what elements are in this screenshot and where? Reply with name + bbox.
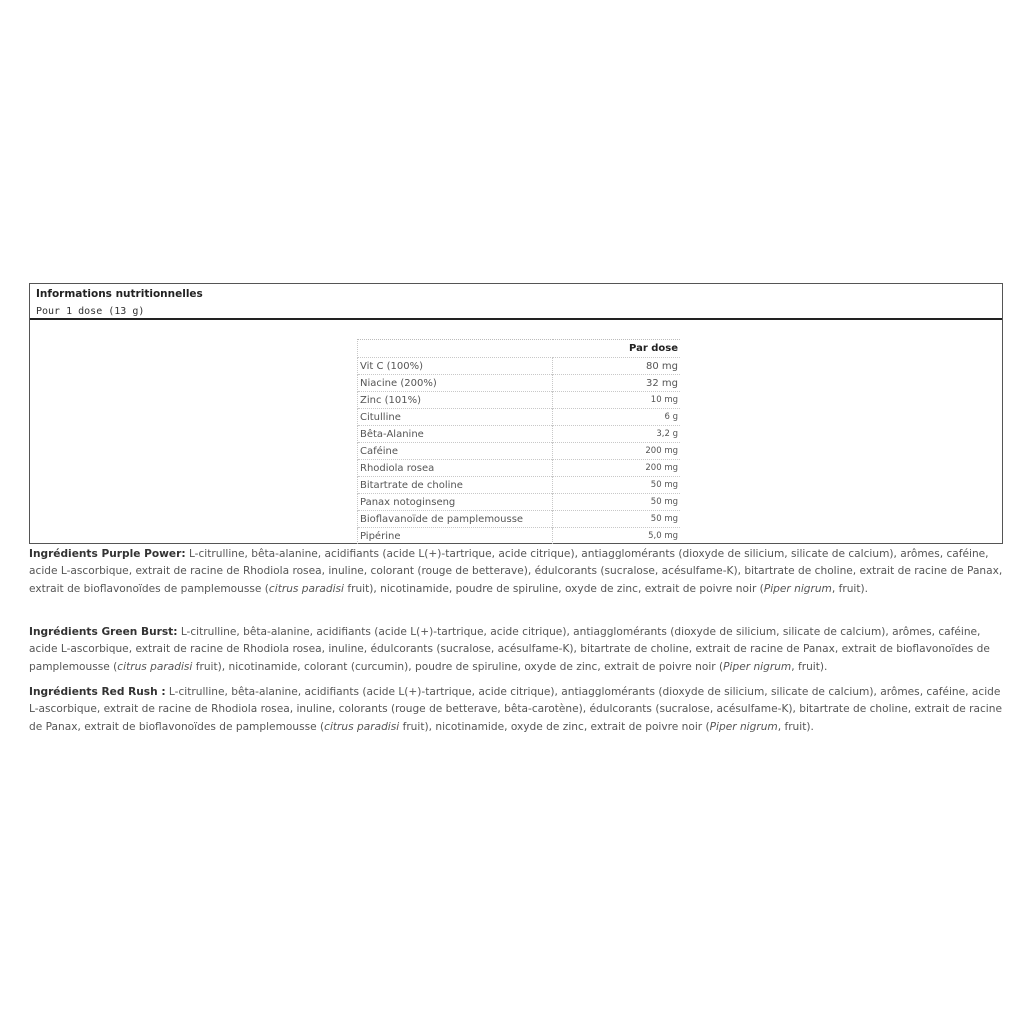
table-row <box>358 460 681 477</box>
nutrient-value: 50 mg <box>553 494 681 511</box>
nutrient-value: 10 mg <box>553 392 681 409</box>
ingredients-italic: citrus paradisi <box>324 720 400 733</box>
ingredients-label: Ingrédients Red Rush : <box>29 686 166 698</box>
nutrient-value: 32 mg <box>553 375 681 392</box>
ingredients-red-rush <box>29 684 1005 736</box>
nutrition-table <box>357 339 680 544</box>
table-row <box>358 392 681 409</box>
nutrient-name: Bioflavanoïde de pamplemousse <box>358 511 553 528</box>
nutrient-value: 200 mg <box>553 443 681 460</box>
ingredients-text: fruit), nicotinamide, colorant (curcumin), poudre de spiruline, oxyde de zinc, extrait de poivre noir ( <box>192 660 724 673</box>
ingredients-purple-power <box>29 546 1005 598</box>
nutrient-name: Bitartrate de choline <box>358 477 553 494</box>
ingredients-green-burst <box>29 624 1005 676</box>
table-header-row <box>358 340 681 358</box>
ingredients-text: fruit), nicotinamide, oxyde de zinc, extrait de poivre noir ( <box>399 720 710 733</box>
ingredients-label: Ingrédients Purple Power: <box>29 548 186 560</box>
nutrient-name: Citulline <box>358 409 553 426</box>
table-row <box>358 409 681 426</box>
nutrient-value: 50 mg <box>553 477 681 494</box>
table-row <box>358 426 681 443</box>
ingredients-text: L-citrulline, bêta-alanine, acidifiants (acide L(+)-tartrique, acide citrique), antiagglomérants (dioxyde de silicium, silicate de calcium), arômes, caféine, acide L-ascorbique, extrait de racine de Rhodiola rosea, inuline, édulcorants (sucralose, acésulfame-K), bitartrate de choline, extrait de racine de Panax, extrait de bioflavonoïdes de pamplemousse ( <box>29 626 990 673</box>
nutrient-value: 80 mg <box>553 358 681 375</box>
ingredients-label: Ingrédients Green Burst: <box>29 626 178 638</box>
table-row <box>358 375 681 392</box>
table-row <box>358 358 681 375</box>
table-row <box>358 477 681 494</box>
ingredients-italic: Piper nigrum <box>709 720 778 733</box>
table-row <box>358 494 681 511</box>
nutrient-name: Vit C (100%) <box>358 358 553 375</box>
ingredients-text: , fruit). <box>777 720 814 733</box>
ingredients-italic: Piper nigrum <box>763 582 832 595</box>
nutrient-column-header <box>358 340 553 358</box>
nutrient-name: Pipérine <box>358 528 553 545</box>
nutrient-name: Rhodiola rosea <box>358 460 553 477</box>
ingredients-text: L-citrulline, bêta-alanine, acidifiants (acide L(+)-tartrique, acide citrique), antiagglomérants (dioxyde de silicium, silicate de calcium), arômes, caféine, acide L-ascorbique, extrait de racine de Rhodiola rosea, inuline, colorants (rouge de betterave, bêta-carotène), édulcorants (sucralose, acésulfame-K), bitartrate de choline, extrait de racine de Panax, extrait de bioflavonoïdes de pamplemousse ( <box>29 686 1002 733</box>
nutrition-title: Informations nutritionnelles <box>36 288 203 300</box>
nutrient-value: 50 mg <box>553 511 681 528</box>
ingredients-italic: citrus paradisi <box>117 660 193 673</box>
nutrient-name: Caféine <box>358 443 553 460</box>
ingredients-italic: citrus paradisi <box>268 582 344 595</box>
ingredients-text: , fruit). <box>791 660 828 673</box>
ingredients-text: , fruit). <box>831 582 869 595</box>
ingredients-text: L-citrulline, bêta-alanine, acidifiants (acide L(+)-tartrique, acide citrique), antiagglomérants (dioxyde de silicium, silicate de calcium), arômes, caféine, acide L-ascorbique, extrait de racine de Rhodiola rosea, inuline, colorant (rouge de betterave), édulcorants (sucralose, acésulfame-K), bitartrate de choline, extrait de racine de Panax, extrait de bioflavonoïdes de pamplemousse ( <box>29 548 1003 595</box>
nutrition-header <box>30 284 1002 320</box>
nutrient-name: Zinc (101%) <box>358 392 553 409</box>
ingredients-italic: Piper nigrum <box>723 660 792 673</box>
table-row <box>358 528 681 545</box>
per-dose-column-header: Par dose <box>553 340 681 358</box>
serving-size: Pour 1 dose (13 g) <box>36 306 145 317</box>
nutrient-value: 3,2 g <box>553 426 681 443</box>
nutrient-value: 5,0 mg <box>553 528 681 545</box>
nutrition-panel <box>29 283 1003 544</box>
nutrient-value: 6 g <box>553 409 681 426</box>
nutrient-name: Panax notoginseng <box>358 494 553 511</box>
nutrient-name: Bêta-Alanine <box>358 426 553 443</box>
nutrient-value: 200 mg <box>553 460 681 477</box>
ingredients-text: fruit), nicotinamide, poudre de spiruline, oxyde de zinc, extrait de poivre noir ( <box>344 582 764 595</box>
nutrient-name: Niacine (200%) <box>358 375 553 392</box>
table-row <box>358 443 681 460</box>
table-row <box>358 511 681 528</box>
